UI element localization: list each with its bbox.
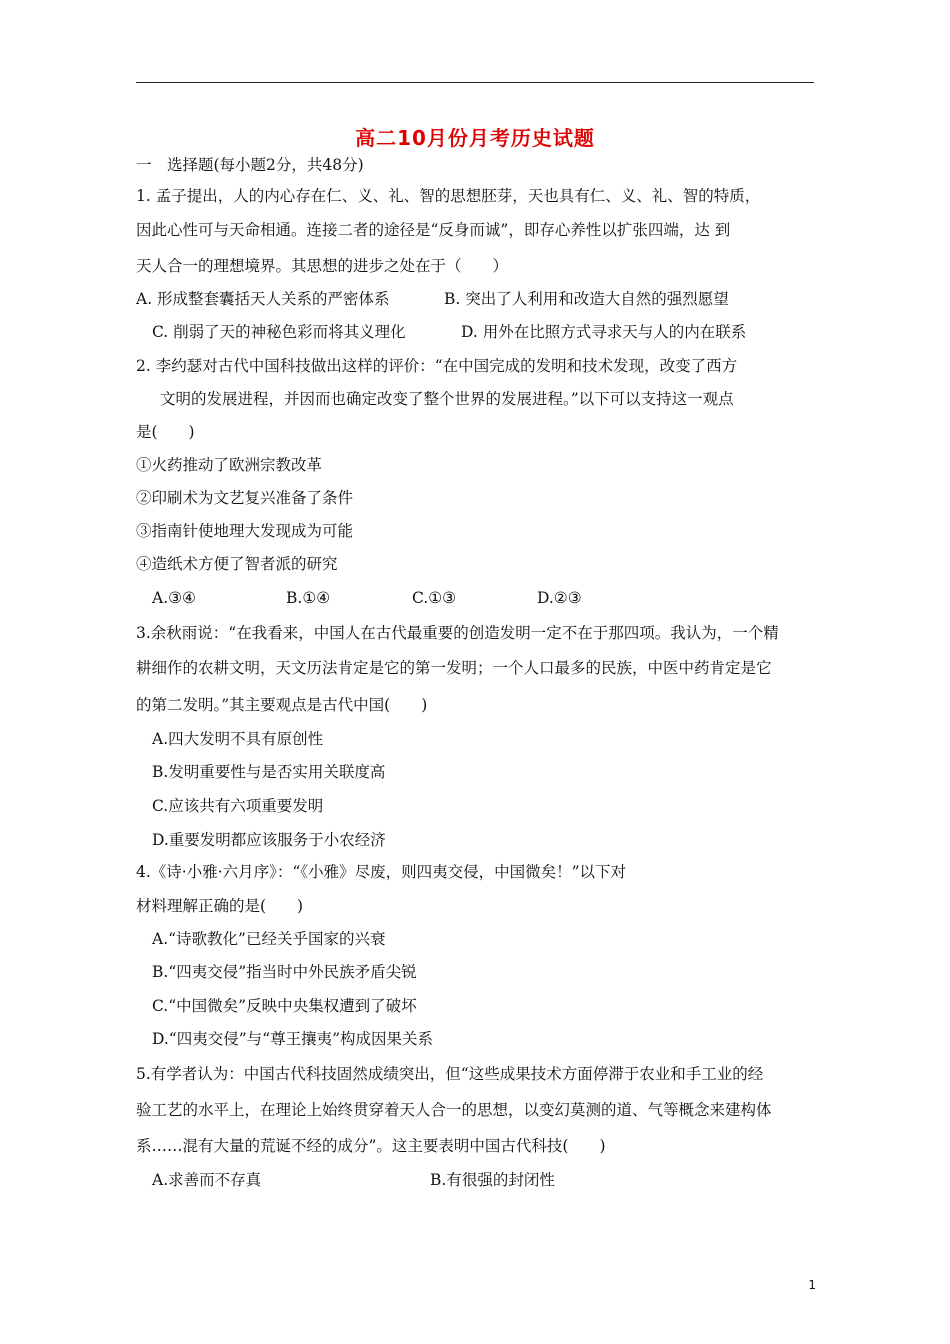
q3-stem-line1: 3.余秋雨说：“在我看来，中国人在古代最重要的创造发明一定不在于那四项。我认为，一个精	[136, 624, 779, 642]
page-title: 高二10月份月考历史试题	[355, 126, 595, 150]
q2-option-c: C.①③	[412, 589, 457, 607]
section-heading: 一 选择题(每小题2分，共48分)	[136, 156, 364, 174]
q3-option-d: D.重要发明都应该服务于小农经济	[152, 831, 386, 849]
q3-option-a: A.四大发明不具有原创性	[152, 730, 324, 748]
q5-option-a: A.求善而不存真	[152, 1171, 262, 1189]
q2-item-3: ③指南针使地理大发现成为可能	[136, 522, 354, 540]
q4-stem-line2: 材料理解正确的是( )	[136, 897, 304, 915]
q4-option-a: A.“诗歌教化”已经关乎国家的兴衰	[152, 930, 386, 948]
q2-stem-line3: 是( )	[136, 423, 195, 441]
q3-stem-line3: 的第二发明。”其主要观点是古代中国( )	[136, 696, 428, 714]
q5-stem-line1: 5.有学者认为：中国古代科技固然成绩突出，但“这些成果技术方面停滞于农业和手工业的经	[136, 1065, 764, 1083]
q2-item-4: ④造纸术方便了智者派的研究	[136, 555, 338, 573]
q5-stem-line3: 系……混有大量的荒诞不经的成分”。这主要表明中国古代科技( )	[136, 1137, 606, 1155]
q1-stem-line1: 1. 孟子提出，人的内心存在仁、义、礼、智的思想胚芽，天也具有仁、义、礼、智的特质，	[136, 187, 761, 205]
q4-option-c: C.“中国微矣”反映中央集权遭到了破坏	[152, 997, 417, 1015]
q1-stem-line3: 天人合一的理想境界。其思想的进步之处在于（ ）	[136, 257, 509, 275]
q2-option-b: B.①④	[286, 589, 331, 607]
page-number: 1	[808, 1278, 816, 1292]
q4-option-b: B.“四夷交侵”指当时中外民族矛盾尖锐	[152, 963, 417, 981]
q2-option-a: A.③④	[152, 589, 196, 607]
q3-option-b: B.发明重要性与是否实用关联度高	[152, 763, 386, 781]
q1-option-b: B. 突出了人利用和改造大自然的强烈愿望	[444, 290, 729, 308]
q3-option-c: C.应该共有六项重要发明	[152, 797, 324, 815]
q4-stem-line1: 4.《诗·小雅·六月序》：“《小雅》尽废，则四夷交侵，中国微矣！”以下对	[136, 863, 626, 881]
q2-option-d: D.②③	[537, 589, 582, 607]
q5-stem-line2: 验工艺的水平上，在理论上始终贯穿着天人合一的思想，以变幻莫测的道、气等概念来建构体	[136, 1101, 772, 1119]
q5-option-b: B.有很强的封闭性	[430, 1171, 555, 1189]
q2-item-2: ②印刷术为文艺复兴准备了条件	[136, 489, 354, 507]
q3-stem-line2: 耕细作的农耕文明，天文历法肯定是它的第一发明；一个人口最多的民族，中医中药肯定是它	[136, 659, 772, 677]
header-rule	[136, 82, 814, 83]
q1-option-d: D. 用外在比照方式寻求天与人的内在联系	[461, 323, 747, 341]
q2-stem-line2: 文明的发展进程，并因而也确定改变了整个世界的发展进程。”以下可以支持这一观点	[160, 390, 734, 408]
q4-option-d: D.“四夷交侵”与“尊王攘夷”构成因果关系	[152, 1030, 433, 1048]
q2-stem-line1: 2. 李约瑟对古代中国科技做出这样的评价：“在中国完成的发明和技术发现，改变了西方	[136, 357, 738, 375]
q1-option-a: A. 形成整套囊括天人关系的严密体系	[136, 290, 390, 308]
q1-stem-line2: 因此心性可与天命相通。连接二者的途径是“反身而诚”，即存心养性以扩张四端，达 到	[136, 221, 731, 239]
q2-item-1: ①火药推动了欧洲宗教改革	[136, 456, 323, 474]
q1-option-c: C. 削弱了天的神秘色彩而将其义理化	[152, 323, 406, 341]
